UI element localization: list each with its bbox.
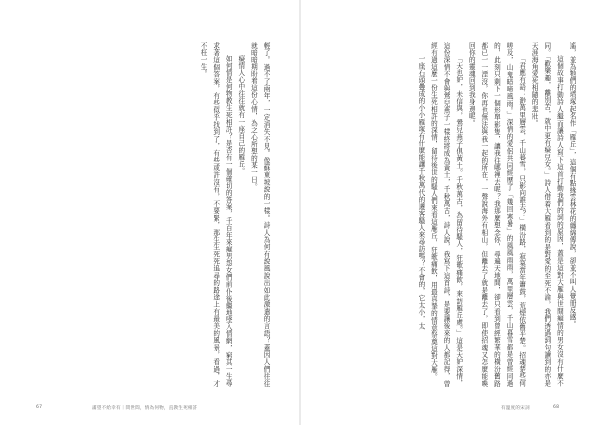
paragraph: 這個故事打動詩人繼而讓詩人寫下這首打動我們的詞的原因，蓋是這對大雁與世間癡情的男女沒有什麼不同。「歡樂趣，離別苦，就中更有癡兒女。」詩人借着大雁看到的是對愛的至死不渝，我們透過詞句讀到的亦是天涯海角愛死相隨的悲壯。: [530, 42, 564, 387]
running-head: 有溫度的宋詞: [501, 406, 530, 411]
left-page-text: [152, 42, 272, 387]
paragraph: 「君應有語：渺萬里層雲，千山暮雪，只影向誰去？」橫汾路，寂寞當年簫鼓，荒煙依舊平楚。招魂楚些何嗟及，山鬼暗啼風雨。」深情的愛侶共同經歷了「幾回寒暑」的風風雨雨，萬里層雲，千山暮雪都是曾經同過的，此刻只剩下一個形單影隻，讓我往哪裡去呢？我那麼想念你，尋遍天地間，卻只看到曾經繁華的橫汾舊路都已一一湮沒，你再也無法與我一起的所在，一聲說海外有相山，但離去了就是離去了，即使招魂又怎麼能喚回你的靈魂回到我身邊呢。: [467, 42, 526, 387]
page-number: 68: [553, 405, 560, 410]
paragraph: 如何情是何物教生死相許？是否有一個確切的答案，千百年來癡男怨女們前仆後繼地墜入情網，窮其一生尋求著這個答案，有些似乎找到了，有些或許沒有，不要緊，那生生死死追尋的路途上有最美的風景，看過，才不枉一生。: [199, 42, 233, 387]
paragraph: 輕了。過不了兩年，一定消失不見。像蘇東坡說的一樣。詩人為何有說風說出如此激遣的言語？蓋因人們往往就暗暗期盼着這份心情，為之心所想的某一日。: [249, 42, 270, 387]
running-head: 滿望不給幸有｜問世間，情為何物，直教生死相許: [92, 406, 198, 411]
paragraph: 一座石頭疊成的小小雁塚有什麼能讓千秋萬代的遷客騷人來尋訪嗎？不會的，它太小，太: [416, 55, 425, 331]
right-page-text: [330, 42, 578, 387]
paragraph: 遙，並為牠們的墳塚起名作「雁丘」，這個有點緣雲林花的纏綿傳說，卻並不叫人覺冊反感。: [568, 42, 576, 328]
paragraph: 「天也妒，未信與，鶯兒燕子俱黃土。千秋萬古，為留待騷人，狂歌痛飲，來訪雁丘處。」這是天妒深情，這份深情不會與鶯兒燕子一樣終將成為黃土，千秋萬古，詩人說，我寫下這首詩，是要讓後來的人都記得，曾經有過這麼一份生死相許的深情，留待後世的騷人們來看這雁丘，狂歌痛飲，用最真摯的情意祭奠這對大雁。: [429, 42, 463, 387]
page-number: 67: [36, 405, 43, 410]
right-page: [300, 0, 600, 425]
paragraph: 癡情人心中往往就有一座自己的雁丘。: [236, 55, 245, 176]
